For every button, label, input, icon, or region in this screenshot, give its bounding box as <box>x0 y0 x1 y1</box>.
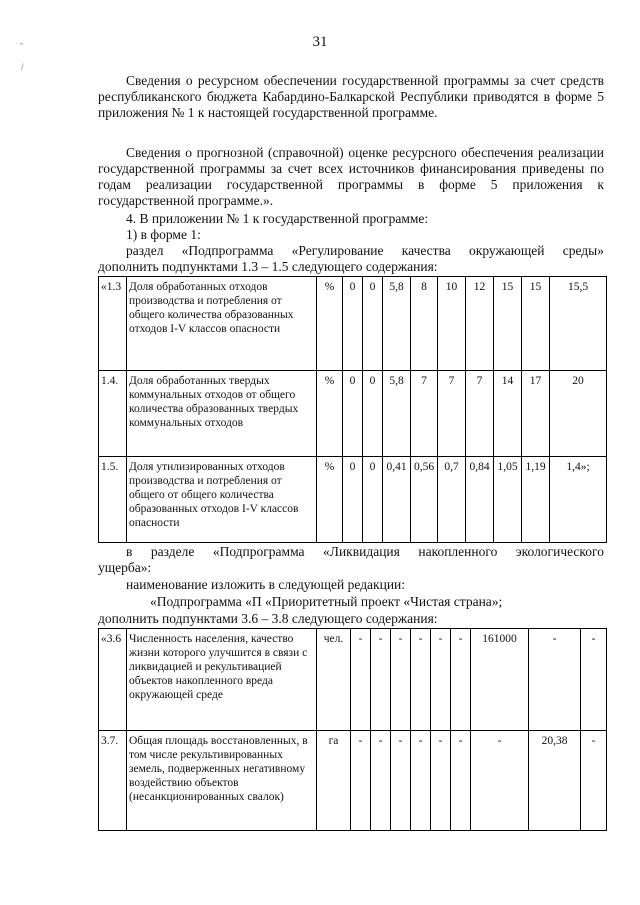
margin-mark: / <box>21 62 24 72</box>
value-cell: - <box>581 731 607 831</box>
value-cell: - <box>351 629 371 731</box>
item-number: «1.3 <box>99 277 127 371</box>
unit-cell: % <box>317 277 343 371</box>
value-cell: 1,05 <box>494 457 522 543</box>
value-cell: 0,84 <box>466 457 494 543</box>
item-number: 1.4. <box>99 371 127 457</box>
value-cell: 1,19 <box>522 457 550 543</box>
value-cell: - <box>391 629 411 731</box>
value-cell: 17 <box>522 371 550 457</box>
value-cell: 0 <box>363 277 383 371</box>
indicator-name: Численность населения, качество жизни которого улучшится в связи с ликвидацией и рекультивацией объектов накопленного вреда окружающей среде <box>127 629 317 731</box>
value-cell: 0 <box>343 277 363 371</box>
paragraph-rename: наименование изложить в следующей редакции: <box>126 577 406 592</box>
value-cell: 10 <box>438 277 466 371</box>
indicators-table-1 <box>98 276 607 543</box>
value-cell: 7 <box>466 371 494 457</box>
indicator-name: Общая площадь восстановленных, в том числе рекультивированных земель, подверженных негативному воздействию объектов (несанкционированных свалок) <box>127 731 317 831</box>
value-cell: - <box>451 731 471 831</box>
table-row <box>99 629 607 731</box>
paragraph-forecast-estimate: Сведения о прогнозной (справочной) оценке ресурсного обеспечения реализации государственной программы за счет всех источников финансирования приведены по годам реализации государственной программы в форме 5 приложения к государственной программе.». <box>98 145 604 208</box>
value-cell: - <box>411 629 431 731</box>
page-number: 31 <box>312 34 328 50</box>
paragraph-add-items-1: дополнить подпунктами 1.3 – 1.5 следующего содержания: <box>98 259 438 274</box>
indicator-name: Доля обработанных отходов производства и потребления от общего количества образованных отходов I-V классов опасности <box>127 277 317 371</box>
value-cell: 12 <box>466 277 494 371</box>
paragraph-new-title: «Подпрограмма «П «Приоритетный проект «Чистая страна»; <box>150 594 503 609</box>
value-cell: - <box>451 629 471 731</box>
value-cell: 5,8 <box>383 277 411 371</box>
indicators-table-2 <box>98 628 607 831</box>
value-cell: - <box>411 731 431 831</box>
unit-cell: % <box>317 371 343 457</box>
unit-cell: % <box>317 457 343 543</box>
value-cell: - <box>371 731 391 831</box>
unit-cell: га <box>317 731 351 831</box>
item-number: 1.5. <box>99 457 127 543</box>
table-row <box>99 731 607 831</box>
value-cell: 7 <box>411 371 438 457</box>
value-cell: 161000 <box>471 629 529 731</box>
value-cell: - <box>391 731 411 831</box>
value-cell: 8 <box>411 277 438 371</box>
value-cell: 14 <box>494 371 522 457</box>
value-cell: - <box>471 731 529 831</box>
table-row <box>99 371 607 457</box>
paragraph-form-item: 1) в форме 1: <box>126 227 201 242</box>
value-cell: - <box>431 629 451 731</box>
paragraph-resources-budget: Сведения о ресурсном обеспечении государственной программы за счет средств республиканского бюджета Кабардино-Балкарской Республики приводятся в форме 5 приложения № 1 к настоящей государственной программе. <box>98 73 604 120</box>
table-row <box>99 457 607 543</box>
value-cell: 15 <box>494 277 522 371</box>
margin-mark: - <box>20 38 23 48</box>
value-cell: 0 <box>343 371 363 457</box>
value-cell: 1,4»; <box>550 457 607 543</box>
value-cell: 15,5 <box>550 277 607 371</box>
value-cell: 5,8 <box>383 371 411 457</box>
value-cell: 0 <box>363 371 383 457</box>
indicator-name: Доля обработанных твердых коммунальных отходов от общего количества образованных твердых коммунальных отходов <box>127 371 317 457</box>
value-cell: 20,38 <box>529 731 581 831</box>
value-cell: 7 <box>438 371 466 457</box>
value-cell: - <box>529 629 581 731</box>
unit-cell: чел. <box>317 629 351 731</box>
item-number: «3.6 <box>99 629 127 731</box>
paragraph-add-items-2: дополнить подпунктами 3.6 – 3.8 следующего содержания: <box>98 611 438 626</box>
value-cell: 0,7 <box>438 457 466 543</box>
paragraph-section-liquidation-end: ущерба»: <box>98 560 152 575</box>
value-cell: 0,56 <box>411 457 438 543</box>
value-cell: 15 <box>522 277 550 371</box>
paragraph-section-quality: раздел «Подпрограмма «Регулирование качества окружающей среды» <box>126 243 604 258</box>
value-cell: 0,41 <box>383 457 411 543</box>
value-cell: - <box>371 629 391 731</box>
value-cell: 20 <box>550 371 607 457</box>
value-cell: - <box>431 731 451 831</box>
value-cell: 0 <box>343 457 363 543</box>
item-number: 3.7. <box>99 731 127 831</box>
value-cell: 0 <box>363 457 383 543</box>
value-cell: - <box>351 731 371 831</box>
value-cell: - <box>581 629 607 731</box>
indicator-name: Доля утилизированных отходов производства и потребления от общего от общего количества образованных отходов I-V классов опасности <box>127 457 317 543</box>
paragraph-section-liquidation: в разделе «Подпрограмма «Ликвидация накопленного экологического <box>126 544 604 559</box>
paragraph-appendix-item: 4. В приложении № 1 к государственной программе: <box>126 211 429 226</box>
table-row <box>99 277 607 371</box>
